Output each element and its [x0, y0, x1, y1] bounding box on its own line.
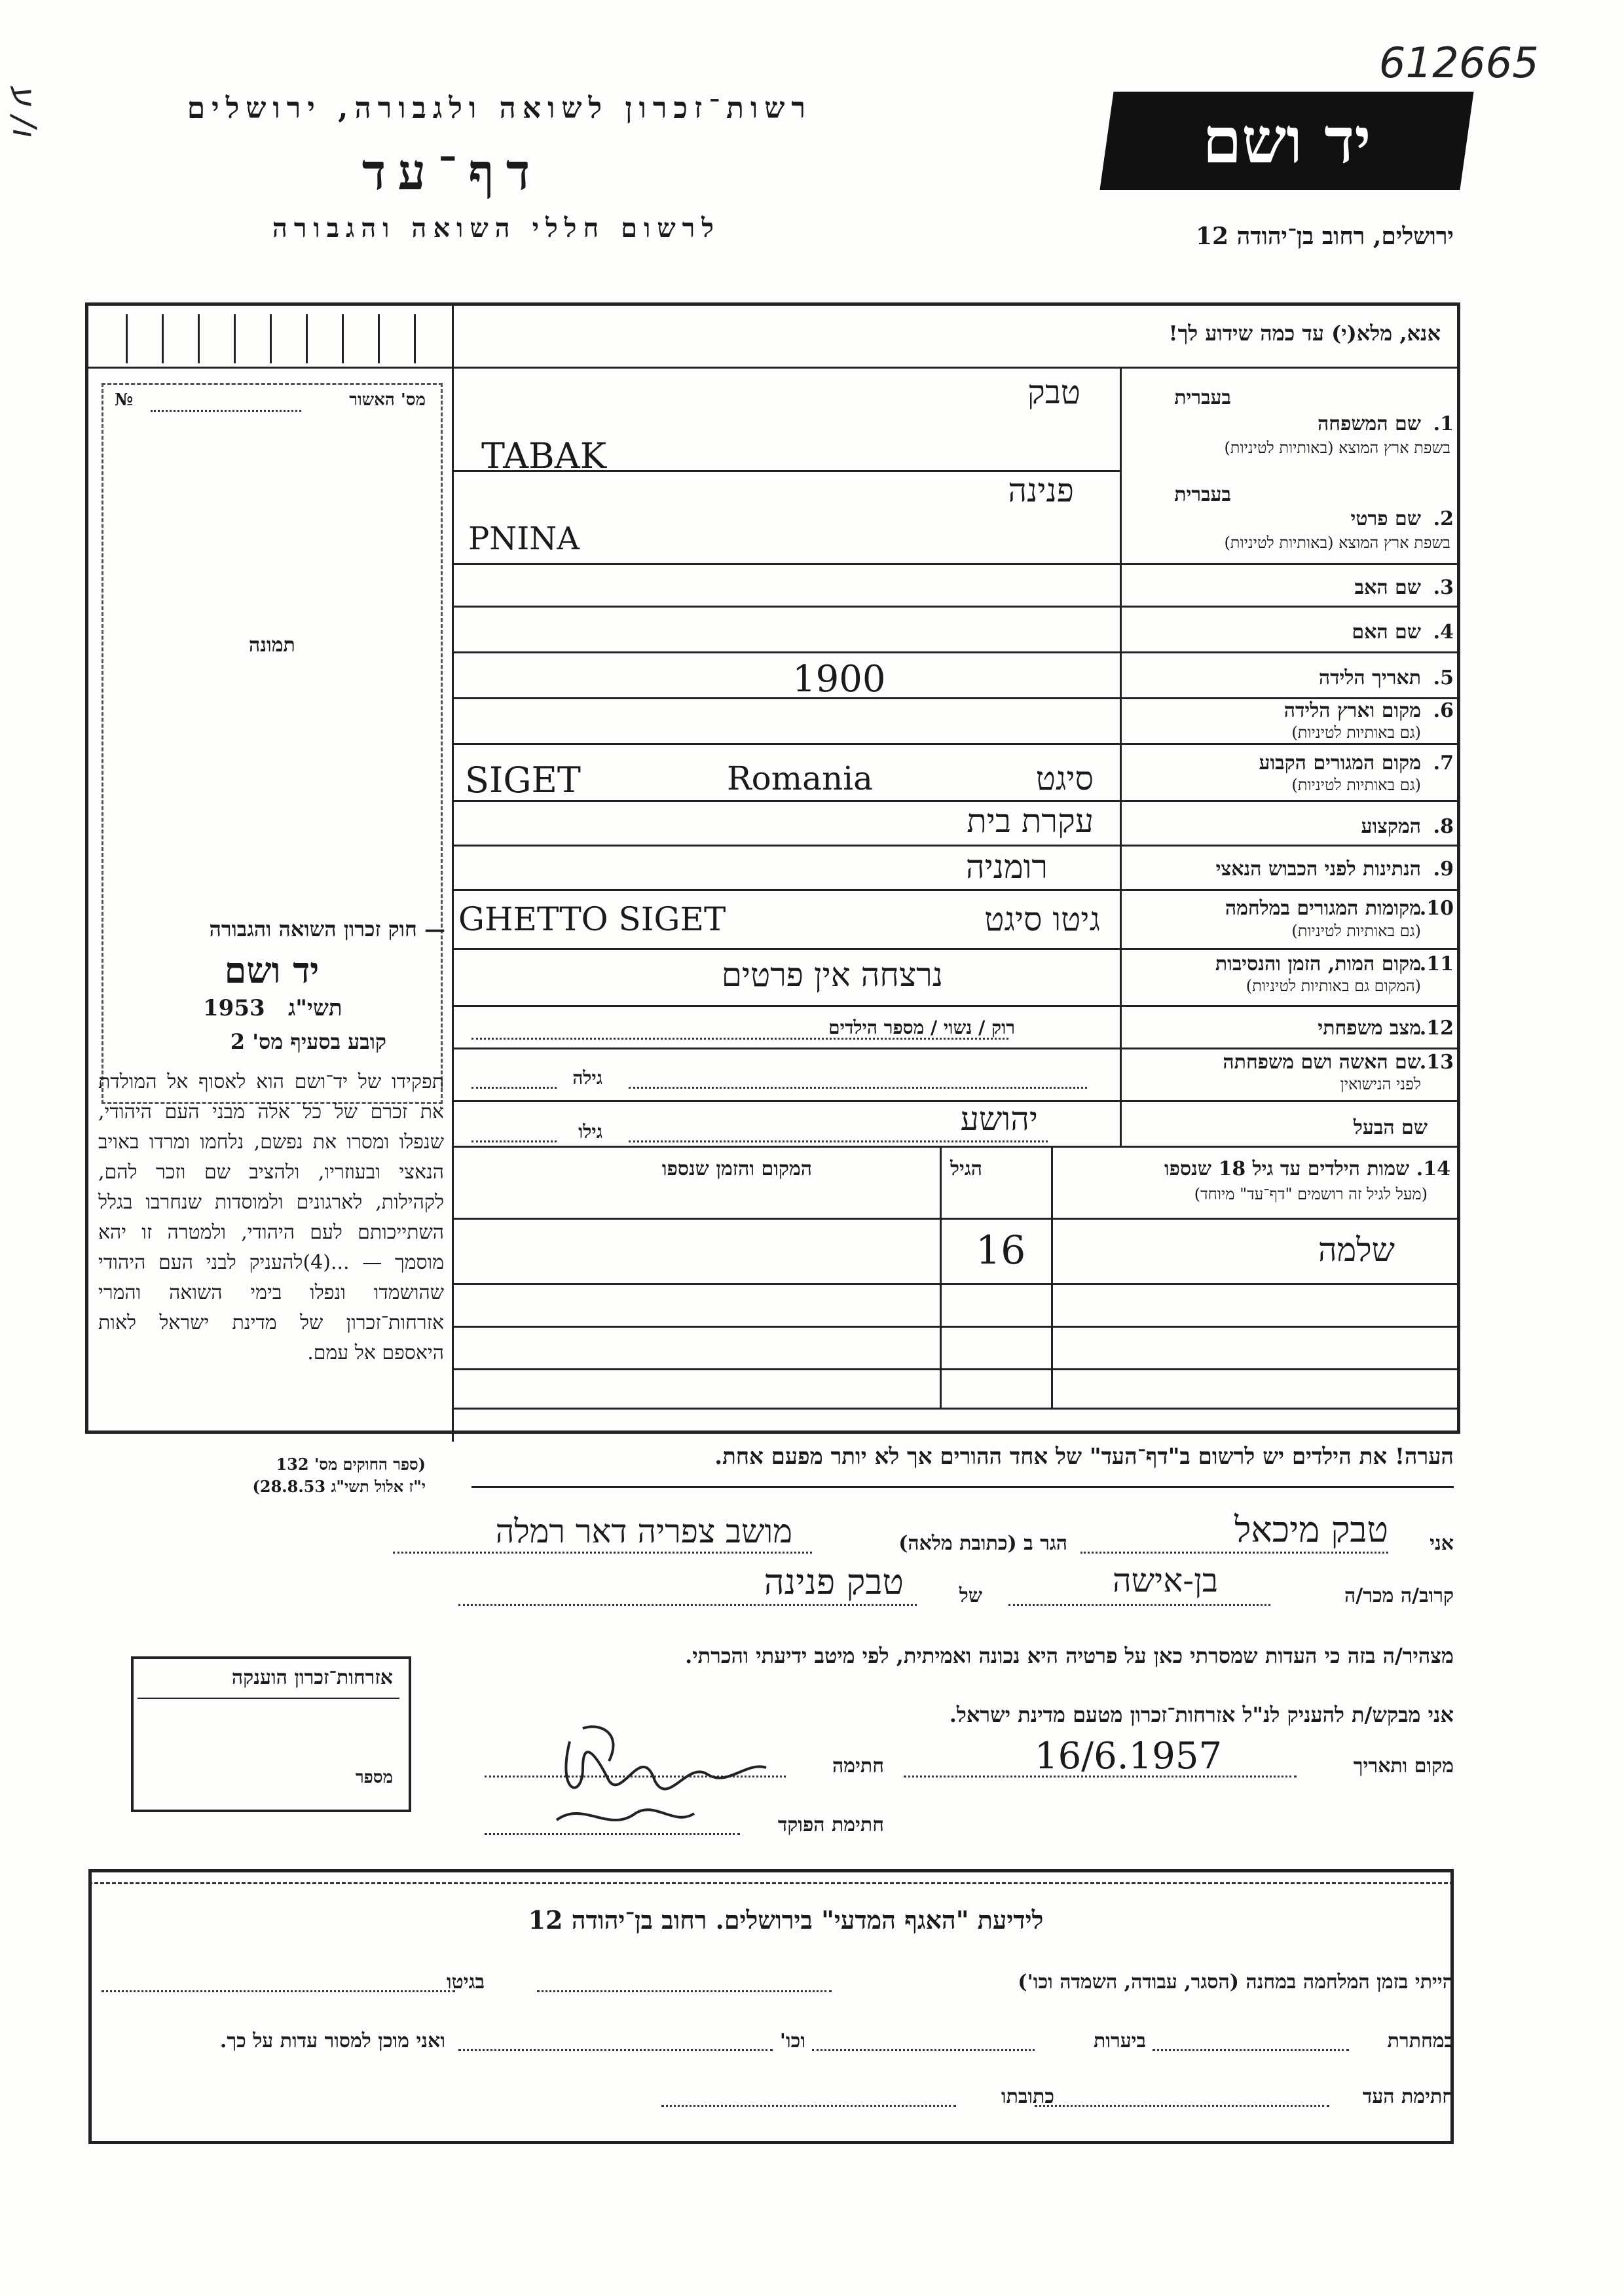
field-11-num: 11.	[1419, 953, 1454, 975]
law-text: תפקידו של יד־ושם הוא לאסוף אל המולדת את זכרם של כל אלה מבני העם היהודי, שנפלו ומסרו את נפשם, נלחמו ומרדו באויב הנאצי ובעוזריו, ולהציב שם וזכר להם, לקהילות, לארגונים ולמוסדות שנחרבו בגלל השתייכותם לעם היהודי, ולמטרה זו יהא מוסמך — ...(4)להעניק לבני העם היהודי שהושמדו ונפלו בימי השואה והמרי אזרחות־זכרון של מדינת ישראל לאות היאספם אל עמם.	[98, 1070, 444, 1364]
logo-text: יד ושם	[1202, 103, 1371, 177]
field-10-value-heb[interactable]: גיטו סיגט	[984, 900, 1100, 938]
field-13-sub: לפני הנישואין	[1340, 1075, 1421, 1093]
decl-of-value[interactable]: טבק פנינה	[764, 1561, 904, 1603]
law-ref-2: י"ז אלול תשי"ג 28.8.53)	[252, 1477, 426, 1496]
citizenship-box-number: מספר	[355, 1768, 393, 1787]
field-1-value-lat[interactable]: TABAK	[481, 435, 607, 477]
field-7-label: מקום המגורים הקבוע	[1259, 752, 1421, 774]
law-title: — חוק זכרון השואה והגבורה	[209, 917, 445, 941]
signature-mark	[544, 1702, 792, 1846]
law-section: קובע בסעיף מס' 2	[230, 1029, 386, 1054]
field-2-num: 2.	[1433, 507, 1454, 530]
place-date-label: מקום ותאריך	[1353, 1755, 1454, 1777]
field-4-label: שם האם	[1352, 621, 1421, 644]
field-2-value-lat[interactable]: PNINA	[468, 520, 580, 557]
authority-title: רשות־זכרון לשואה ולגבורה, ירושלים	[187, 92, 812, 125]
barcode-cells	[92, 314, 445, 363]
decl-relative-label: קרוב/ה מכר/ה	[1344, 1584, 1454, 1607]
decl-relative-value[interactable]: בן-אישה	[1112, 1561, 1218, 1599]
stamp-number: 612665	[1378, 39, 1539, 88]
children-sub: (מעל לגיל זה רושמים "דף־עד" מיוחד)	[1194, 1185, 1428, 1203]
decl-request: אני מבקש/ת להעניק לנ"ל אזרחות־זכרון מטעם מדינת ישראל.	[949, 1702, 1454, 1727]
field-1-value-heb[interactable]: טבק	[1027, 373, 1080, 411]
note-text: הערה! את הילדים יש לרשום ב"דף־העד" של אחד ההורים אך לא יותר מפעם אחת.	[714, 1444, 1454, 1470]
footer-line2-b: ביערות	[1093, 2030, 1146, 2052]
husband-value[interactable]: יהושע	[960, 1100, 1038, 1138]
decl-resides-value[interactable]: מושב צפריה דאר רמלה	[495, 1512, 792, 1550]
field-11-sub: (המקום גם באותיות לטיניות)	[1246, 977, 1421, 995]
field-11-value[interactable]: נרצחה אין פרטים	[721, 956, 943, 994]
field-13-num: 13.	[1419, 1051, 1454, 1074]
child-1-name[interactable]: שלמה	[1318, 1231, 1395, 1269]
field-1-sub: בשפת ארץ המוצא (באותיות לטיניות)	[1224, 439, 1450, 457]
decl-i-value[interactable]: טבק מיכאל	[1234, 1509, 1388, 1550]
field-7-num: 7.	[1433, 752, 1454, 774]
photo-label: תמונה	[249, 634, 295, 657]
decl-i-label: אני	[1430, 1532, 1454, 1555]
field-7-value-heb[interactable]: סיגט	[1035, 759, 1094, 797]
footer-line2-d: ואני מוכן למסור עדות על כך.	[219, 2030, 445, 2052]
field-2-value-heb[interactable]: פנינה	[1008, 471, 1074, 509]
decl-statement: מצהיר/ה בזה כי העדות שמסרתי כאן על פרטיה היא נכונה ואמיתית, לפי מיטב ידיעתי והכרתי.	[685, 1643, 1454, 1668]
margin-mark: ו/ ע	[5, 85, 43, 136]
field-5-value[interactable]: 1900	[792, 658, 886, 701]
field-8-num: 8.	[1433, 815, 1454, 838]
field-10-label: מקומות המגורים במלחמה	[1225, 897, 1421, 920]
field-1-lang: בעברית	[1174, 386, 1231, 409]
law-ref-1: (ספר החוקים מס' 132	[276, 1455, 426, 1474]
field-6-sub: (גם באותיות לטיניות)	[1291, 723, 1421, 742]
children-age-col: הגיל	[950, 1157, 982, 1180]
children-label: 14. שמות הילדים עד גיל 18 שנספו	[1164, 1157, 1450, 1180]
law-name: יד ושם	[224, 949, 320, 991]
decl-resides-label: הגר ב (כתובת מלאה)	[898, 1532, 1067, 1555]
field-8-label: המקצוע	[1361, 815, 1421, 838]
form-title: דף־עד	[361, 143, 542, 201]
field-12-options: רוק / נשוי / מספר הילדים	[828, 1017, 1015, 1038]
footer-title: לידיעת "האגף המדעי" בירושלים. רחוב בן־יהודה 12	[528, 1905, 1044, 1935]
footer-line2-a: במחתרת	[1387, 2030, 1454, 2052]
field-3-label: שם האב	[1354, 576, 1421, 599]
address: ירושלים, רחוב בן־יהודה 12	[1195, 223, 1454, 250]
date-value[interactable]: 16/6.1957	[1035, 1735, 1223, 1777]
decl-of-label: של	[959, 1584, 982, 1607]
field-13-label: שם האשה ושם משפחתה	[1223, 1051, 1421, 1074]
approval-label: מס' האשור	[349, 390, 426, 410]
field-2-lang: בעברית	[1174, 483, 1231, 506]
law-year-heb: תשי"ג	[288, 995, 342, 1021]
officer-label: חתימת הפוקד	[777, 1813, 884, 1836]
field-13-age-label: גילה	[572, 1067, 602, 1089]
field-7-value-lat[interactable]: SIGET	[465, 759, 581, 801]
footer-line2-c: וכו'	[779, 2030, 805, 2052]
footer-line1-a: הייתי בזמן המלחמה במחנה (הסגר, עבודה, השמדה וכו')	[1018, 1971, 1454, 1994]
field-10-sub: (גם באותיות לטיניות)	[1291, 922, 1421, 940]
signature-label: חתימה	[832, 1755, 884, 1777]
citizenship-box-title: אזרחות־זכרון הוענקה	[231, 1666, 393, 1689]
intro-text: אנא, מלא(י) עד כמה שידוע לך!	[1168, 321, 1441, 346]
husband-label: שם הבעל	[1353, 1116, 1428, 1139]
field-2-sub: בשפת ארץ המוצא (באותיות לטיניות)	[1224, 534, 1450, 552]
husband-age-label: גילו	[578, 1121, 602, 1142]
field-1-label: שם המשפחה	[1317, 412, 1421, 435]
field-9-label: הנתינות לפני הכבוש הנאצי	[1215, 858, 1421, 881]
field-11-label: מקום המות, הזמן והנסיבות	[1215, 953, 1421, 975]
footer-line3-a: חתימת העד	[1362, 2085, 1454, 2108]
field-7-value-country[interactable]: Romania	[727, 759, 873, 797]
field-6-num: 6.	[1433, 699, 1454, 722]
field-8-value[interactable]: עקרת בית	[967, 802, 1094, 840]
approval-no: №	[115, 390, 134, 410]
field-9-num: 9.	[1433, 858, 1454, 881]
field-12-num: 12.	[1419, 1017, 1454, 1040]
field-12-label: מצב משפחתי	[1318, 1017, 1421, 1040]
field-9-value[interactable]: רומניה	[965, 848, 1048, 886]
field-5-label: תאריך הלידה	[1318, 666, 1421, 689]
field-3-num: 3.	[1433, 576, 1454, 599]
footer-line1-b: בגיטו	[446, 1971, 485, 1994]
field-2-label: שם פרטי	[1350, 507, 1421, 530]
form-subtitle: לרשום חללי השואה והגבורה	[272, 213, 720, 244]
field-5-num: 5.	[1433, 666, 1454, 689]
field-7-sub: (גם באותיות לטיניות)	[1291, 776, 1421, 794]
child-1-age[interactable]: 16	[976, 1228, 1026, 1273]
footer-line3-b: כתובתו	[1001, 2085, 1054, 2108]
field-1-num: 1.	[1433, 412, 1454, 435]
field-6-label: מקום וארץ הלידה	[1283, 699, 1421, 722]
law-year: 1953	[203, 995, 265, 1021]
field-10-num: 10.	[1419, 897, 1454, 920]
photo-box	[101, 383, 443, 1104]
children-place-col: המקום והזמן שנספו	[661, 1157, 812, 1180]
field-10-value-lat[interactable]: GHETTO SIGET	[458, 900, 726, 938]
field-4-num: 4.	[1433, 621, 1454, 644]
